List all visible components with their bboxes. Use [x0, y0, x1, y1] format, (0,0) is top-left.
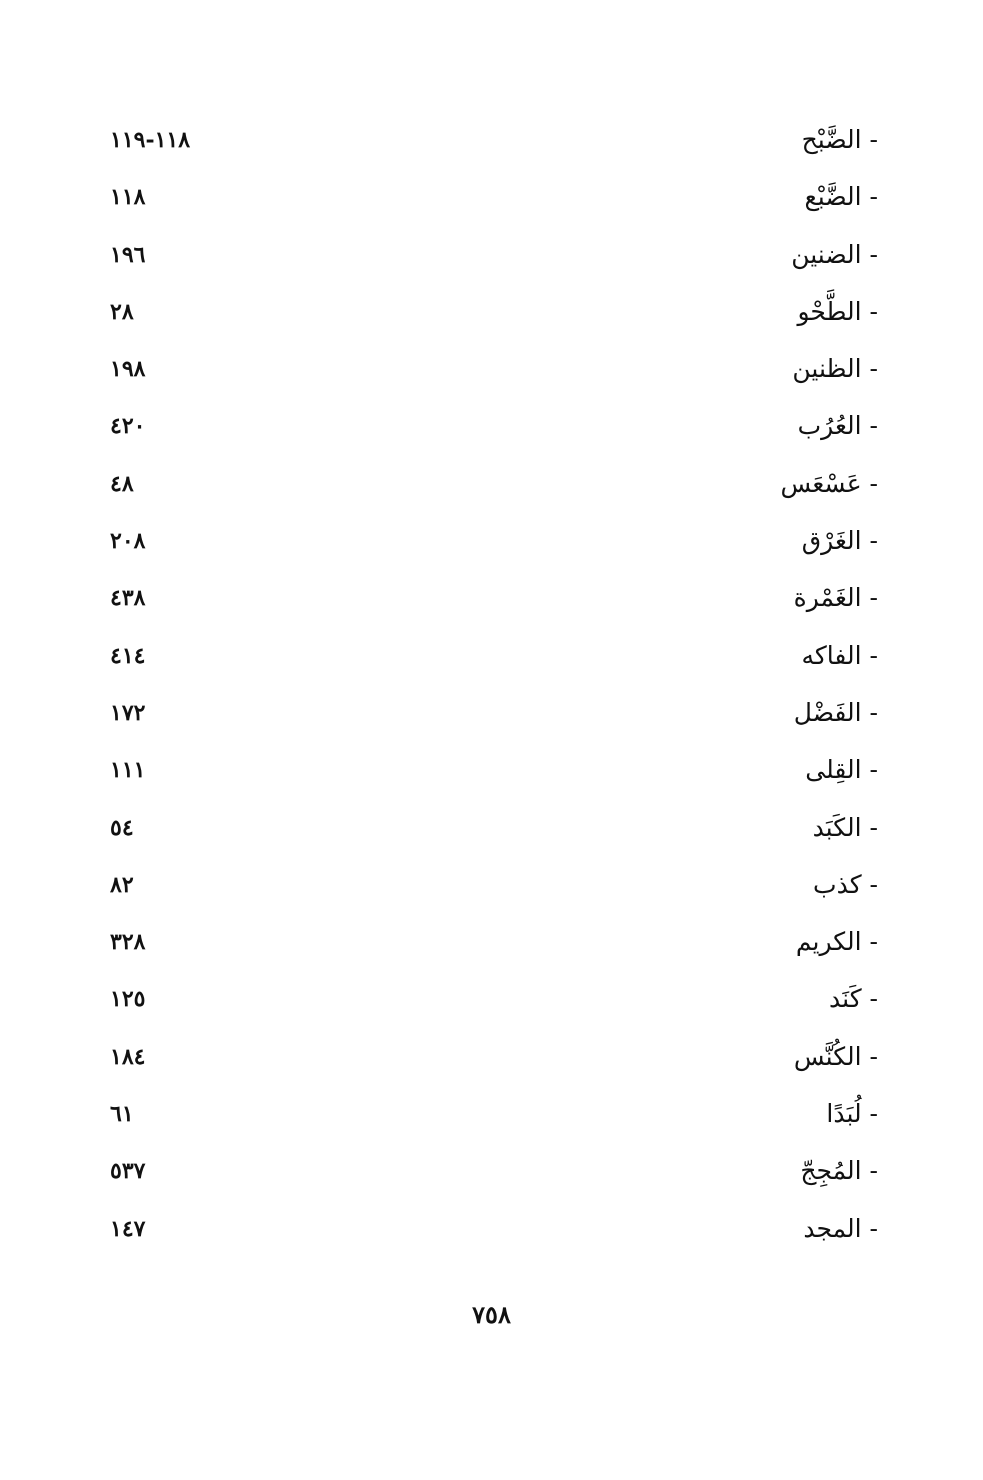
index-term: - الضَّبْح [801, 125, 878, 154]
index-entry [0, 577, 983, 634]
index-term: - لُبَدًا [826, 1099, 878, 1129]
index-term: - الفَضْل [793, 697, 878, 727]
page-reference: ١١٨ [110, 184, 146, 211]
index-term: - الظنين [792, 354, 878, 384]
index-entry [0, 692, 983, 749]
index-entry [0, 921, 983, 978]
page-reference: ٤٨ [110, 470, 134, 497]
index-entry [0, 234, 983, 291]
index-entry [0, 405, 983, 462]
index-entry [0, 291, 983, 348]
page-reference: ١٢٥ [110, 986, 146, 1013]
index-entry [0, 1150, 983, 1207]
index-term: - عَسْعَس [780, 468, 878, 498]
index-term: - العُرُب [797, 411, 878, 441]
page-reference: ١٩٦ [110, 241, 146, 268]
page-reference: ٤٢٠ [110, 413, 146, 440]
page-reference: ٥٣٧ [110, 1158, 146, 1185]
page-reference: ٨٢ [110, 871, 134, 898]
index-entry [0, 635, 983, 692]
index-entry [0, 176, 983, 233]
index-term: - الفاكه [801, 640, 878, 670]
page-reference: ١٧٢ [110, 699, 146, 726]
index-entry [0, 749, 983, 806]
index-entry [0, 1036, 983, 1093]
page-reference: ٥٤ [110, 814, 134, 841]
index-entry [0, 1093, 983, 1150]
page-reference: ٦١ [110, 1101, 134, 1128]
index-entry [0, 1208, 983, 1265]
index-term: - الطَّحْو [797, 296, 878, 326]
index-entry [0, 463, 983, 520]
index-entry [0, 978, 983, 1035]
index-term: - الغَمْرة [793, 583, 878, 613]
index-term: - الضنين [791, 239, 878, 269]
index-term: - الكريم [795, 927, 878, 957]
page-reference: ٢٠٨ [110, 528, 146, 555]
index-entry [0, 807, 983, 864]
index-entry [0, 520, 983, 577]
index-term: - المجد [803, 1213, 878, 1243]
index-entry [0, 119, 983, 176]
page-reference: ١٤٧ [110, 1215, 146, 1242]
page-number: ٧٥٨ [472, 1300, 511, 1329]
index-term: - الغَرْق [801, 526, 878, 556]
page-reference: ٢٨ [110, 298, 134, 325]
index-term: - الكَبَد [812, 812, 878, 842]
page-reference: ٤١٤ [110, 642, 146, 669]
index-entry [0, 348, 983, 405]
index-entry [0, 864, 983, 921]
page-reference: ١٨٤ [110, 1043, 146, 1070]
page-reference: ١١١ [110, 757, 146, 784]
index-term: - الضَّبْع [804, 182, 878, 212]
page-reference: ١١٨-١١٩ [110, 127, 191, 153]
page-reference: ٤٣٨ [110, 585, 146, 612]
page-reference: ٣٢٨ [110, 929, 146, 956]
index-term: - الكُنَّس [793, 1041, 878, 1071]
page-reference: ١٩٨ [110, 356, 146, 383]
index-term: - القِلى [805, 755, 878, 785]
index-term: - كذب [813, 869, 878, 899]
index-term: - كَنَد [829, 984, 878, 1014]
index-list [0, 119, 983, 1265]
index-term: - المُجِجّ [800, 1156, 878, 1186]
